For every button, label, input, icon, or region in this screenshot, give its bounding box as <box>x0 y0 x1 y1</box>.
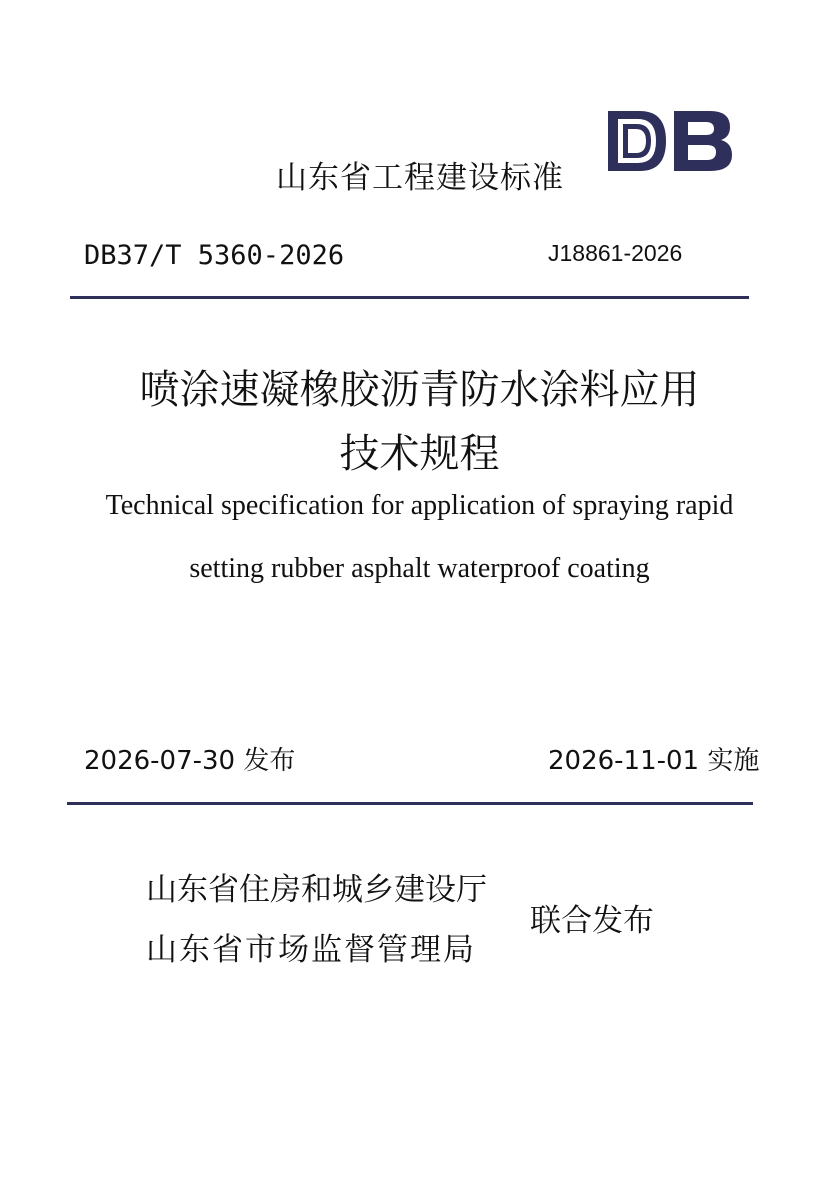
issuer-market-regulation-bureau: 山东省市场监督管理局 <box>146 932 476 968</box>
issuer-housing-department: 山东省住房和城乡建设厅 <box>146 872 487 908</box>
implement-date: 2026-11-01 实施 <box>548 746 760 776</box>
bottom-divider <box>67 802 753 805</box>
joint-release-label: 联合发布 <box>530 903 654 939</box>
title-en-line2: setting rubber asphalt waterproof coating <box>189 553 650 584</box>
title-en-line1: Technical specification for application of spraying rapid <box>105 490 734 521</box>
title-cn-line1: 喷涂速凝橡胶沥青防水涂料应用 <box>139 367 700 413</box>
db-logo-graphic <box>606 108 734 174</box>
record-number: J18861-2026 <box>548 240 683 266</box>
top-divider <box>70 296 749 299</box>
db-logo <box>606 108 734 174</box>
title-cn-line2: 技术规程 <box>339 431 500 477</box>
issue-date: 2026-07-30 发布 <box>84 746 296 776</box>
standard-number: DB37/T 5360-2026 <box>84 240 345 271</box>
series-title: 山东省工程建设标准 <box>276 160 564 196</box>
